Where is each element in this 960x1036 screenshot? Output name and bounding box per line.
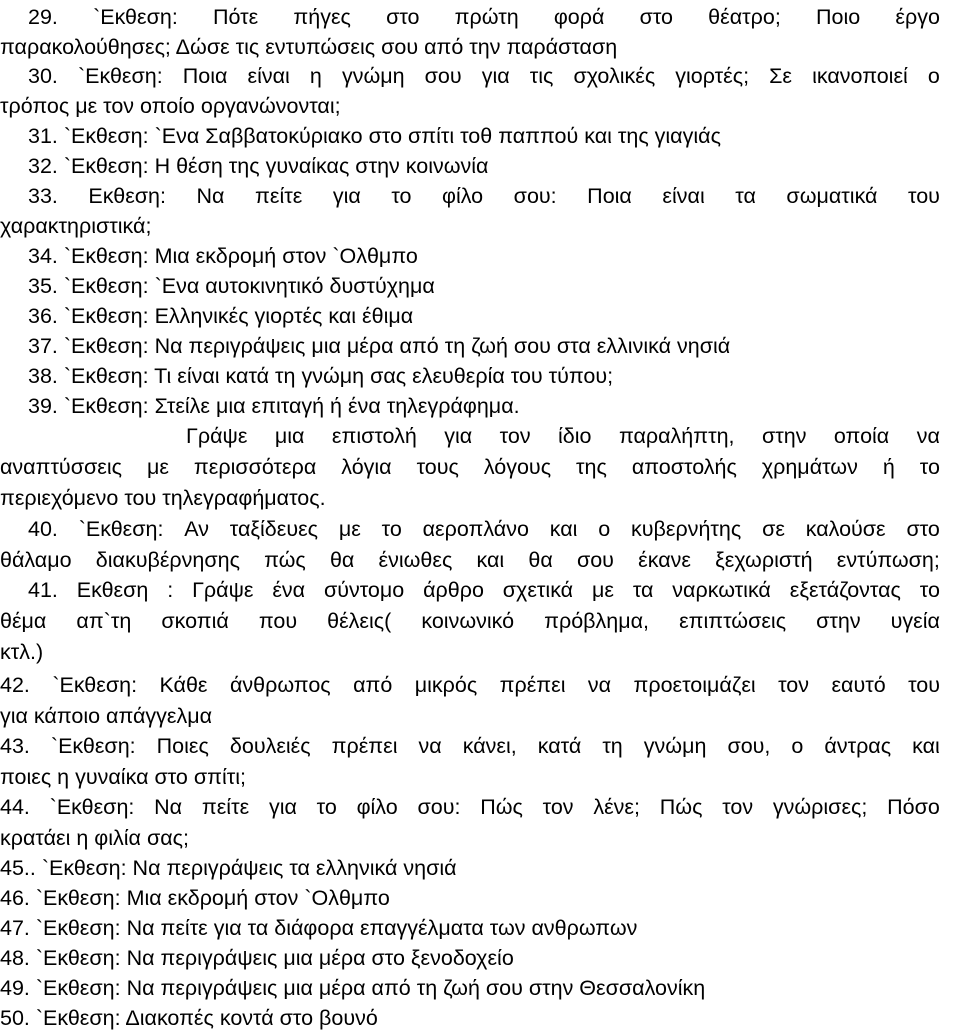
word: αναπτύσσεις [0, 455, 122, 479]
word: άρθρο [423, 578, 484, 602]
item-35: 35. `Εκθεση: `Ενα αυτοκινητικό δυστύχημα [28, 274, 435, 298]
word: παραλήπτη, [618, 424, 735, 448]
word: σου, [727, 734, 771, 758]
word: φορά [553, 5, 605, 29]
word: τη [602, 734, 623, 758]
item-49: 49. `Εκθεση: Να περιγράψεις μια μέρα από τη ζωή σου στην Θεσσαλονίκη [0, 976, 706, 1000]
word: να [916, 424, 940, 448]
word: ικανοποιεί [812, 64, 908, 88]
word: 41. [28, 578, 58, 602]
item-50: 50. `Εκθεση: Διακοπές κοντά στο βουνό [0, 1006, 378, 1030]
word: τους [416, 455, 459, 479]
item-29-line-1 [28, 4, 940, 30]
word: Ποιο [815, 5, 861, 29]
word: Πώς [659, 795, 703, 819]
word: στην [761, 424, 807, 448]
word: `Εκθεση: [50, 734, 136, 758]
word: σου: [417, 795, 461, 819]
word: στο [386, 5, 420, 29]
word: πώς [264, 548, 306, 572]
word: `Εκθεση: [78, 517, 164, 541]
item-48: 48. `Εκθεση: Να περιγράψεις μια μέρα στο ξενοδοχείο [0, 946, 514, 970]
word: μια [274, 424, 305, 448]
word: `Εκθεση: [52, 673, 138, 697]
word: Πότε [212, 5, 259, 29]
word: λόγους [483, 455, 552, 479]
word: Να [196, 184, 225, 208]
word: θάλαμο [0, 548, 72, 572]
word: εντύπωση; [836, 548, 940, 572]
word: Γράψε [192, 578, 254, 602]
word: πρώτη [454, 5, 519, 29]
word: ένα [272, 578, 306, 602]
word: γνώμη [643, 734, 707, 758]
word: με [338, 517, 361, 541]
word: για [332, 184, 361, 208]
word: αποστολής [631, 455, 737, 479]
item-41-line-3: κτλ.) [0, 640, 44, 664]
word: σωματικά [786, 184, 878, 208]
word: φίλο [442, 184, 484, 208]
word: περισσότερα [193, 455, 317, 479]
word: τον [778, 673, 810, 697]
item-38: 38. `Εκθεση: Τι είναι κατά τη γνώμη σας ελευθερία του τύπου; [28, 364, 614, 388]
word: Γράψε [186, 424, 248, 448]
word: το [316, 795, 337, 819]
word: τον [722, 795, 754, 819]
letter-paragraph-line-2 [0, 454, 940, 480]
word: ο [791, 734, 804, 758]
item-44-line-1 [0, 794, 940, 820]
word: τα [632, 578, 654, 602]
item-45: 45.. `Εκθεση: Να περιγράψεις τα ελληνικά νησιά [0, 856, 457, 880]
word: `Εκθεση: [49, 795, 135, 819]
word: Πόσο [887, 795, 940, 819]
word: στο [639, 5, 673, 29]
item-34: 34. `Εκθεση: Μια εκδρομή στον `Ολθμπο [28, 244, 418, 268]
word: επιπτώσεις [679, 609, 787, 633]
word: 30. [28, 64, 58, 88]
word: απ`τη [76, 609, 132, 633]
word: για [481, 64, 510, 88]
item-29-line-2: παρακολούθησες; Δώσε τις εντυπώσεις σου από την παράσταση [0, 35, 618, 59]
word: 42. [0, 673, 30, 697]
item-40-line-2 [0, 547, 940, 573]
word: Εκθεση [76, 578, 149, 602]
item-43-line-1 [0, 733, 940, 759]
word: ο [927, 64, 940, 88]
word: θέμα [0, 609, 47, 633]
item-39: 39. `Εκθεση: Στείλε μια επιταγή ή ένα τηλεγράφημα. [28, 394, 520, 418]
word: 43. [0, 734, 30, 758]
word: σου [576, 548, 614, 572]
word: κοινωνικό [421, 609, 515, 633]
word: η [309, 64, 322, 88]
word: 44. [0, 795, 30, 819]
item-47: 47. `Εκθεση: Να πείτε για τα διάφορα επαγγέλματα των ανθρωπων [0, 916, 638, 940]
word: άντρας [824, 734, 892, 758]
word: ένιωθες [378, 548, 453, 572]
word: ή [882, 455, 895, 479]
letter-paragraph-line-1 [186, 423, 940, 449]
word: Να [154, 795, 183, 819]
item-33-line-2: χαρακτηριστικά; [0, 214, 152, 238]
word: θα [329, 548, 355, 572]
word: σου [424, 64, 462, 88]
word: σε [762, 517, 785, 541]
word: του [908, 673, 940, 697]
word: πρέπει [499, 673, 566, 697]
word: από [353, 673, 393, 697]
word: σκοπιά [161, 609, 229, 633]
word: λόγια [341, 455, 392, 479]
item-30-line-1 [28, 63, 940, 89]
word: στην [816, 609, 861, 633]
item-32: 32. `Εκθεση: Η θέση της γυναίκας στην κοινωνία [28, 154, 489, 178]
word: πήγες [293, 5, 351, 29]
item-33-line-1 [28, 183, 940, 209]
word: Ποιες [156, 734, 209, 758]
word: το [381, 517, 402, 541]
word: ίδιο [558, 424, 592, 448]
word: 33. [28, 184, 58, 208]
word: αεροπλάνο [422, 517, 529, 541]
word: τον [499, 424, 531, 448]
item-36: 36. `Εκθεση: Ελληνικές γιορτές και έθιμα [28, 304, 414, 328]
word: 40. [28, 517, 58, 541]
word: με [591, 578, 614, 602]
word: και [476, 548, 505, 572]
word: γνώρισες; [772, 795, 868, 819]
word: με [146, 455, 169, 479]
item-37: 37. `Εκθεση: Να περιγράψεις μια μέρα από τη ζωή σου στα ελλινικά νησιά [28, 334, 731, 358]
word: ο [598, 517, 611, 541]
word: που [258, 609, 298, 633]
word: Ποια [587, 184, 632, 208]
letter-paragraph-line-3: περιεχόμενο του τηλεγραφήματος. [0, 486, 326, 510]
word: τα [735, 184, 756, 208]
item-30-line-2: τρόπος με τον οποίο οργανώνονται; [0, 94, 341, 118]
item-31: 31. `Εκθεση: `Ενα Σαββατοκύριακο στο σπίτι τοθ παππού και της γιαγιάς [28, 124, 721, 148]
word: φίλο [356, 795, 398, 819]
word: `Εκθεση: [93, 5, 178, 29]
item-42-line-1 [0, 672, 940, 698]
word: υγεία [890, 609, 940, 633]
word: δουλειές [229, 734, 311, 758]
word: το [919, 578, 940, 602]
word: για [268, 795, 297, 819]
word: μικρός [414, 673, 478, 697]
word: για [444, 424, 473, 448]
word: επιστολή [331, 424, 417, 448]
word: εξετάζοντας [789, 578, 901, 602]
word: θέατρο; [708, 5, 781, 29]
word: σύντομο [323, 578, 405, 602]
word: Αν [184, 517, 209, 541]
word: πρέπει [331, 734, 398, 758]
word: κυβερνήτης [631, 517, 742, 541]
word: Ποια [182, 64, 228, 88]
word: πρόβλημα, [544, 609, 650, 633]
word: 29. [28, 5, 58, 29]
word: το [919, 455, 940, 479]
item-41-line-2 [0, 608, 940, 634]
word: Πώς [480, 795, 523, 819]
word: πείτε [201, 795, 250, 819]
item-43-line-2: ποιες η γυναίκα στο σπίτι; [0, 765, 246, 789]
word: γνώμη [341, 64, 405, 88]
word: Σε [769, 64, 793, 88]
word: και [549, 517, 578, 541]
word: γιορτές; [675, 64, 750, 88]
word: προετοιμάζει [633, 673, 756, 697]
item-42-line-2: για κάποιο απάγγελμα [0, 704, 213, 728]
word: της [576, 455, 607, 479]
word: είναι [662, 184, 705, 208]
word: θα [528, 548, 553, 572]
word: κατά [537, 734, 582, 758]
word: : [167, 578, 174, 602]
word: να [587, 673, 612, 697]
word: το [391, 184, 412, 208]
word: σου: [513, 184, 557, 208]
word: Κάθε [159, 673, 208, 697]
word: καλούσε [805, 517, 886, 541]
word: κάνει, [462, 734, 517, 758]
word: οποία [833, 424, 890, 448]
word: θέλεις( [327, 609, 392, 633]
word: άνθρωπος [229, 673, 331, 697]
word: ταξίδευες [229, 517, 319, 541]
word: έργο [895, 5, 940, 29]
word: `Εκθεση: [77, 64, 163, 88]
word: έκανε [638, 548, 691, 572]
word: ξεχωριστή [715, 548, 813, 572]
word: σχολικές [573, 64, 656, 88]
word: και [912, 734, 940, 758]
word: σχετικά [502, 578, 574, 602]
item-46: 46. `Εκθεση: Μια εκδρομή στον `Ολθμπο [0, 886, 390, 910]
word: λένε; [593, 795, 640, 819]
word: Εκθεση: [88, 184, 166, 208]
word: είναι [247, 64, 290, 88]
word: εαυτό [831, 673, 886, 697]
word: πείτε [255, 184, 303, 208]
word: του [908, 184, 940, 208]
word: τον [542, 795, 574, 819]
word: χρημάτων [761, 455, 858, 479]
item-40-line-1 [28, 516, 940, 542]
word: τις [529, 64, 554, 88]
word: διακυβέρνησης [95, 548, 240, 572]
item-41-line-1 [28, 577, 940, 603]
word: να [418, 734, 442, 758]
word: στο [906, 517, 940, 541]
item-44-line-2: κρατάει η φιλία σας; [0, 826, 189, 850]
word: ναρκωτικά [672, 578, 771, 602]
